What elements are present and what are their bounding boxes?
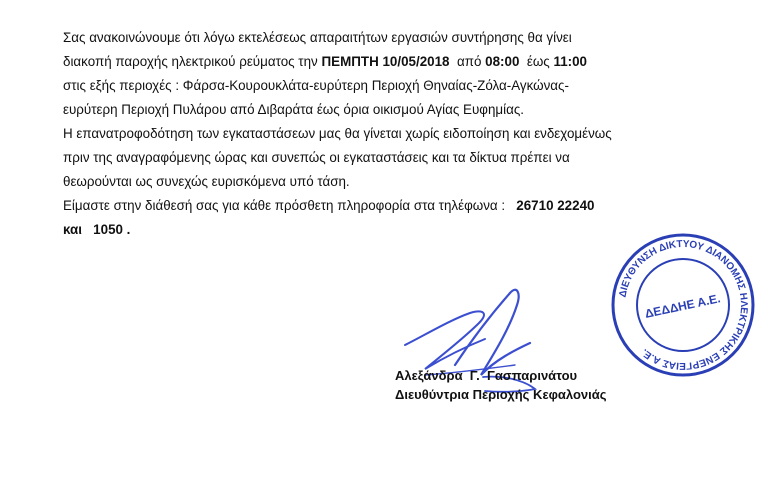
notice-line-3 <box>63 74 708 98</box>
outage-date: ΠΕΜΠΤΗ 10/05/2018 <box>321 54 450 69</box>
notice-line-1 <box>63 26 708 50</box>
affected-areas-line-1: στις εξής περιοχές : Φάρσα-Κουρουκλάτα-ευρύτερη Περιοχή Θηναίας-Ζόλα-Αγκώνας- <box>63 78 569 93</box>
signature-stroke-2 <box>455 290 530 375</box>
contact-text: Είμαστε στην διάθεσή σας για κάθε πρόσθετη πληροφορία στα τηλέφωνα : <box>63 198 506 213</box>
phone-number-1: 26710 22240 <box>516 198 595 213</box>
signer-title: Διευθύντρια Περιοχής Κεφαλονιάς <box>395 387 607 402</box>
notice-body <box>63 26 708 242</box>
and-word: και <box>63 222 82 237</box>
stamp-ring-text: ΔΙΕΥΘΥΝΣΗ ΔΙΚΤΥΟΥ ΔΙΑΝΟΜΗΣ ΗΛΕΚΤΡΙΚΗΣ ΕΝΕΡΓΕΙΑΣ Α.Ε. <box>617 238 750 372</box>
stamp-center-text: ΔΕΔΔΗΕ Α.Ε. <box>643 291 722 321</box>
notice-line-4 <box>63 98 708 122</box>
to-word: έως <box>526 54 550 69</box>
official-stamp <box>608 230 758 380</box>
notice-line-2-text: διακοπή παροχής ηλεκτρικού ρεύματος την <box>63 54 318 69</box>
outage-start-time: 08:00 <box>485 54 520 69</box>
notice-line-2 <box>63 50 708 74</box>
notice-line-6 <box>63 146 708 170</box>
notice-line-7 <box>63 170 708 194</box>
notice-line-5-text: Η επανατροφοδότηση των εγκαταστάσεων μας θα γίνεται χωρίς ειδοποίηση και ενδεχομένως <box>63 126 612 141</box>
phone-number-2: 1050 . <box>93 222 131 237</box>
outage-end-time: 11:00 <box>553 54 587 69</box>
notice-line-8 <box>63 194 708 218</box>
signer-block <box>395 366 607 404</box>
from-word: από <box>456 54 482 69</box>
notice-line-6-text: πριν της αναγραφόμενης ώρας και συνεπώς οι εγκαταστάσεις και τα δίκτυα πρέπει να <box>63 150 570 165</box>
affected-areas-line-2: ευρύτερη Περιοχή Πυλάρου από Διβαράτα έως όρια οικισμού Αγίας Ευφημίας. <box>63 102 525 117</box>
signer-name: Αλεξάνδρα Γ. Γασπαρινάτου <box>395 368 578 383</box>
notice-line-1-text: Σας ανακοινώνουμε ότι λόγω εκτελέσεως απαραιτήτων εργασιών συντήρησης θα γίνει <box>63 30 572 45</box>
notice-line-5 <box>63 122 708 146</box>
notice-line-7-text: θεωρούνται ως συνεχώς ευρισκόμενα υπό τάση. <box>63 174 350 189</box>
